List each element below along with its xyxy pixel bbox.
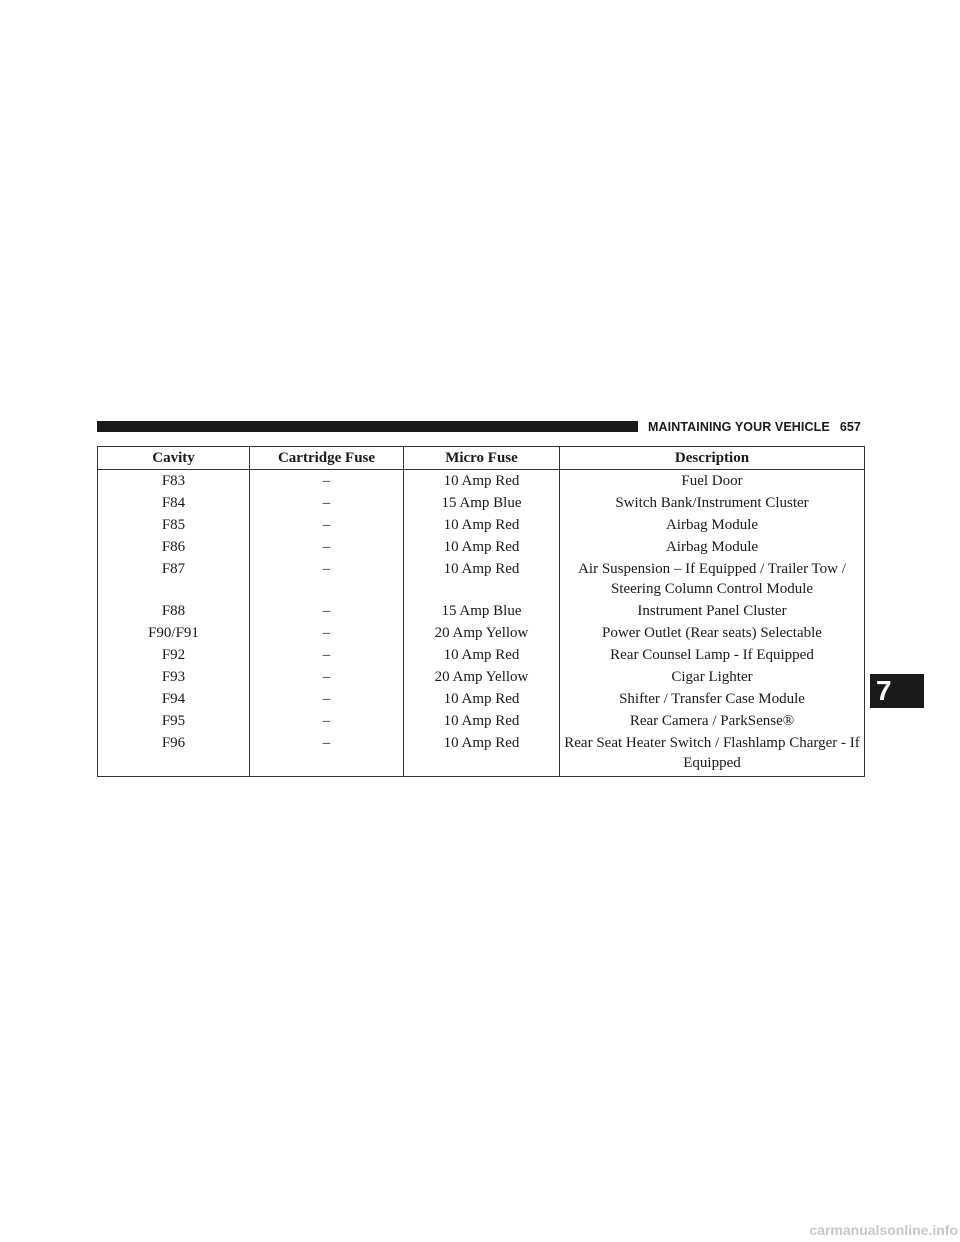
cell-description: Shifter / Transfer Case Module	[560, 688, 865, 710]
cell-cavity: F87	[98, 558, 250, 600]
cell-description: Rear Seat Heater Switch / Flashlamp Charger - If Equipped	[560, 732, 865, 777]
cell-cartridge-fuse: –	[250, 536, 404, 558]
cell-micro-fuse: 15 Amp Blue	[404, 492, 560, 514]
cell-description: Switch Bank/Instrument Cluster	[560, 492, 865, 514]
cell-cavity: F86	[98, 536, 250, 558]
table-row	[98, 644, 865, 666]
table-row	[98, 558, 865, 600]
cell-micro-fuse: 10 Amp Red	[404, 536, 560, 558]
cell-cartridge-fuse: –	[250, 644, 404, 666]
running-header	[648, 418, 864, 436]
cell-micro-fuse: 15 Amp Blue	[404, 600, 560, 622]
section-title: MAINTAINING YOUR VEHICLE	[648, 420, 830, 434]
cell-cavity: F90/F91	[98, 622, 250, 644]
table-row	[98, 514, 865, 536]
cell-cartridge-fuse: –	[250, 666, 404, 688]
cell-cavity: F95	[98, 710, 250, 732]
watermark: carmanualsonline.info	[809, 1222, 958, 1238]
table-row	[98, 622, 865, 644]
cell-micro-fuse: 10 Amp Red	[404, 644, 560, 666]
cell-cartridge-fuse: –	[250, 492, 404, 514]
column-header-description: Description	[560, 447, 865, 470]
cell-description: Air Suspension – If Equipped / Trailer Tow / Steering Column Control Module	[560, 558, 865, 600]
cell-micro-fuse: 20 Amp Yellow	[404, 622, 560, 644]
fuse-table	[97, 446, 865, 777]
cell-description: Cigar Lighter	[560, 666, 865, 688]
cell-cavity: F93	[98, 666, 250, 688]
table-row	[98, 710, 865, 732]
cell-description: Airbag Module	[560, 536, 865, 558]
cell-cavity: F83	[98, 470, 250, 493]
cell-description: Airbag Module	[560, 514, 865, 536]
cell-cavity: F85	[98, 514, 250, 536]
page-number: 657	[839, 420, 861, 434]
cell-cartridge-fuse: –	[250, 514, 404, 536]
table-row	[98, 470, 865, 493]
header-rule	[97, 421, 638, 432]
cell-description: Fuel Door	[560, 470, 865, 493]
cell-micro-fuse: 10 Amp Red	[404, 470, 560, 493]
cell-micro-fuse: 10 Amp Red	[404, 688, 560, 710]
cell-micro-fuse: 20 Amp Yellow	[404, 666, 560, 688]
cell-cavity: F96	[98, 732, 250, 777]
table-row	[98, 732, 865, 777]
cell-cavity: F88	[98, 600, 250, 622]
cell-description: Power Outlet (Rear seats) Selectable	[560, 622, 865, 644]
cell-cartridge-fuse: –	[250, 622, 404, 644]
cell-cartridge-fuse: –	[250, 732, 404, 777]
cell-cartridge-fuse: –	[250, 470, 404, 493]
cell-cavity: F94	[98, 688, 250, 710]
cell-description: Instrument Panel Cluster	[560, 600, 865, 622]
cell-cartridge-fuse: –	[250, 710, 404, 732]
cell-micro-fuse: 10 Amp Red	[404, 514, 560, 536]
section-tab: 7	[870, 674, 924, 708]
column-header-micro-fuse: Micro Fuse	[404, 447, 560, 470]
table-header-row	[98, 447, 865, 470]
cell-micro-fuse: 10 Amp Red	[404, 710, 560, 732]
cell-cartridge-fuse: –	[250, 558, 404, 600]
table-row	[98, 600, 865, 622]
cell-cartridge-fuse: –	[250, 600, 404, 622]
cell-cavity: F84	[98, 492, 250, 514]
table-row	[98, 492, 865, 514]
cell-cartridge-fuse: –	[250, 688, 404, 710]
table-row	[98, 666, 865, 688]
cell-micro-fuse: 10 Amp Red	[404, 732, 560, 777]
cell-micro-fuse: 10 Amp Red	[404, 558, 560, 600]
column-header-cavity: Cavity	[98, 447, 250, 470]
cell-description: Rear Counsel Lamp - If Equipped	[560, 644, 865, 666]
table-body	[98, 470, 865, 777]
table-row	[98, 688, 865, 710]
column-header-cartridge-fuse: Cartridge Fuse	[250, 447, 404, 470]
cell-description: Rear Camera / ParkSense®	[560, 710, 865, 732]
table-row	[98, 536, 865, 558]
cell-cavity: F92	[98, 644, 250, 666]
